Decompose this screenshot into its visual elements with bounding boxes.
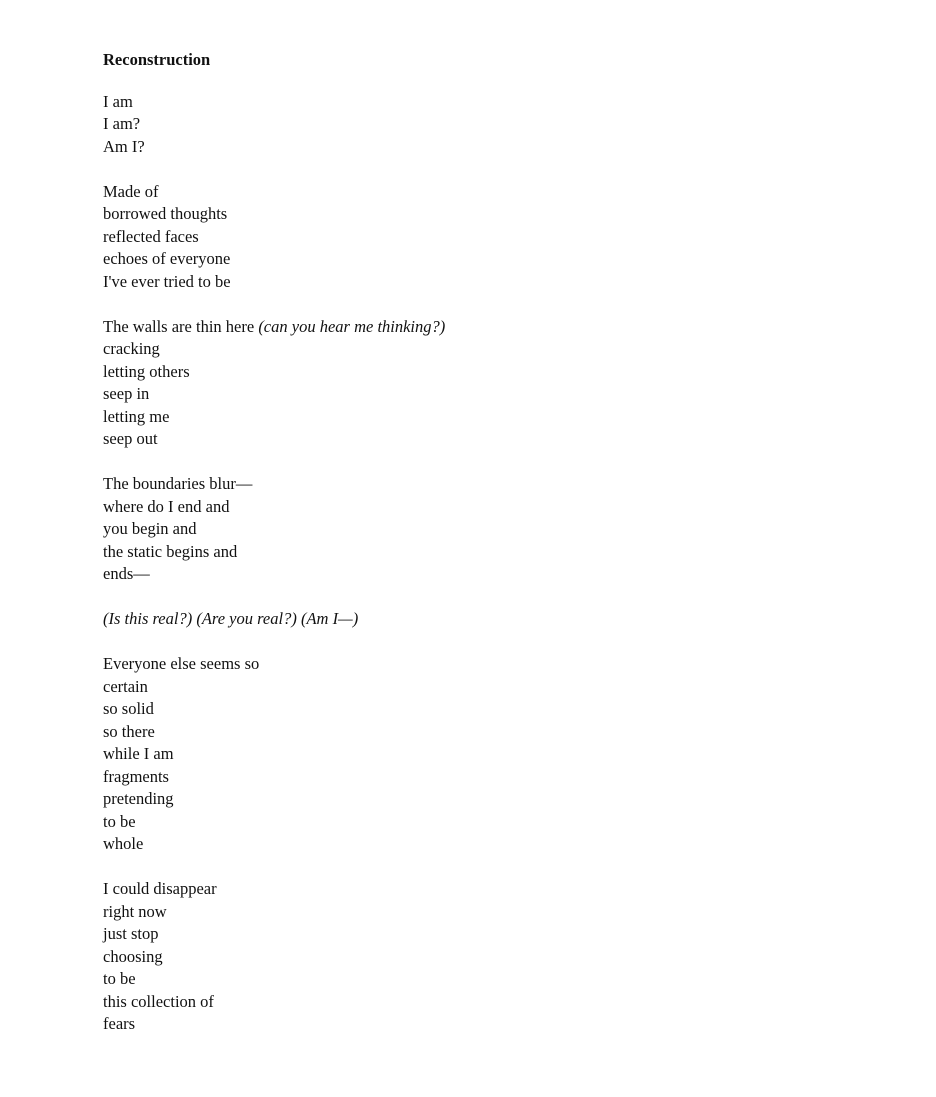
- poem-line: whole: [103, 834, 144, 853]
- poem-line: borrowed thoughts: [103, 204, 228, 223]
- poem-line: letting others: [103, 361, 190, 381]
- poem-line: Everyone else seems so: [103, 654, 260, 673]
- poem-line: I've ever tried to be: [103, 271, 231, 291]
- poem-line: seep out: [103, 429, 158, 448]
- poem-line: seep in: [103, 384, 150, 403]
- poem-line: this collection of: [103, 991, 214, 1011]
- stanza-6: [103, 653, 883, 856]
- poem-line: to be: [103, 969, 136, 988]
- poem-line: fears: [103, 1014, 136, 1033]
- poem-line: the static begins and: [103, 541, 238, 561]
- poem-line: reflected faces: [103, 226, 199, 246]
- poem-line-mixed: [103, 316, 883, 339]
- stanza-7: [103, 878, 883, 1036]
- poem-line: while I am: [103, 744, 174, 763]
- poem-line: to be: [103, 811, 136, 831]
- poem-line: letting me: [103, 406, 170, 426]
- poem-line-text: The walls are thin here: [103, 316, 255, 336]
- poem-line: Made of: [103, 181, 159, 201]
- poem-line: echoes of everyone: [103, 249, 231, 268]
- poem-line: so solid: [103, 699, 154, 718]
- document-page: [103, 49, 883, 1058]
- italic-aside: (can you hear me thinking?): [258, 316, 446, 336]
- poem-line: where do I end and: [103, 496, 230, 516]
- poem-line: certain: [103, 676, 148, 696]
- poem-line: I could disappear: [103, 879, 217, 898]
- poem-line: cracking: [103, 339, 160, 358]
- poem-line: pretending: [103, 789, 174, 808]
- poem-line: I am: [103, 91, 133, 111]
- italic-line: (Is this real?) (Are you real?) (Am I—): [103, 609, 359, 628]
- poem-line: ends—: [103, 564, 150, 583]
- stanza-2: [103, 181, 883, 294]
- poem-line: so there: [103, 721, 155, 741]
- poem-line: you begin and: [103, 519, 197, 538]
- poem-line: The boundaries blur—: [103, 474, 253, 493]
- poem-line: fragments: [103, 766, 169, 786]
- stanza-4: [103, 473, 883, 586]
- stanza-5: [103, 608, 883, 631]
- poem-title: Reconstruction: [103, 50, 211, 69]
- poem-line: choosing: [103, 946, 163, 966]
- poem-line: just stop: [103, 924, 159, 943]
- stanza-1: [103, 91, 883, 159]
- poem-line: right now: [103, 901, 167, 921]
- poem-line: I am?: [103, 114, 141, 133]
- poem-line: Am I?: [103, 136, 145, 156]
- stanza-3: [103, 316, 883, 451]
